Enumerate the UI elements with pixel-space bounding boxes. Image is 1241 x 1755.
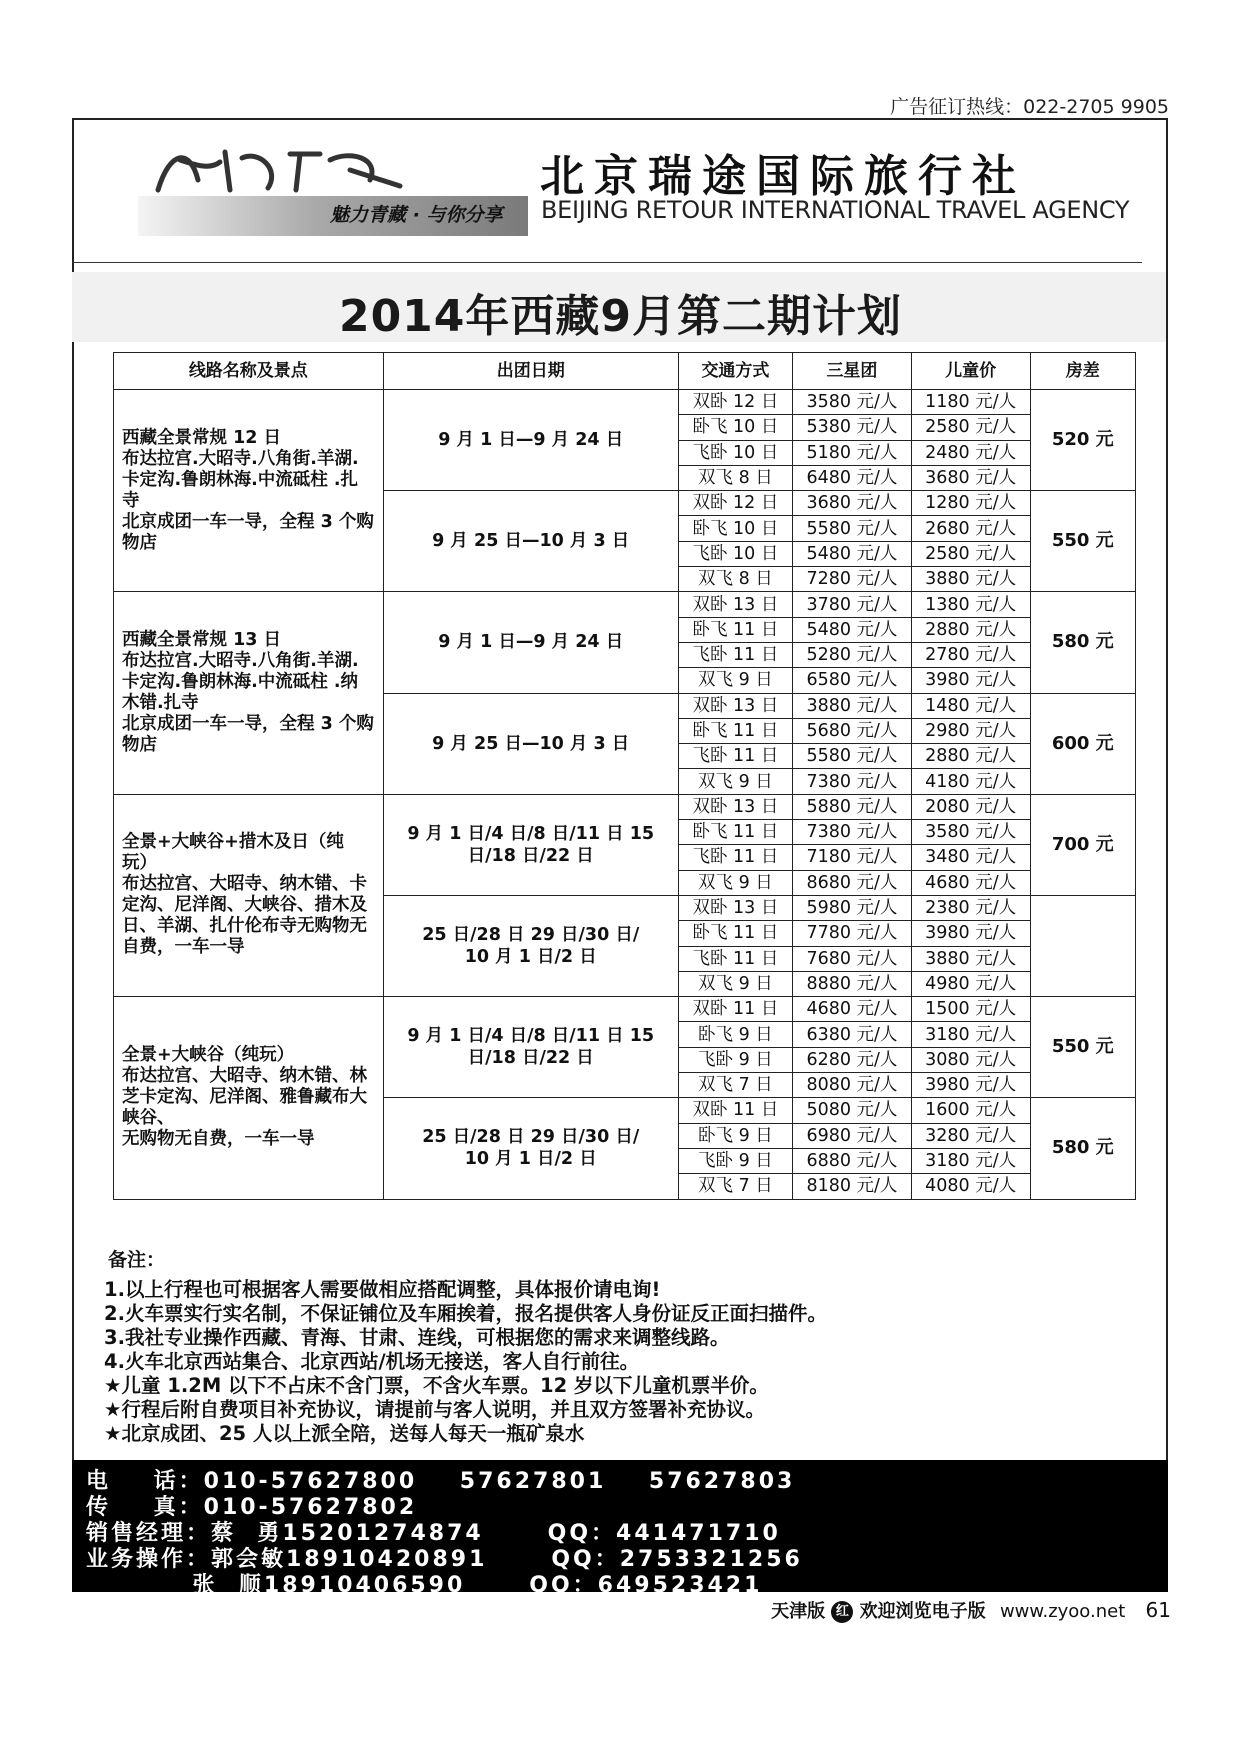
child-price-cell: 3980 元/人: [911, 1073, 1030, 1098]
page-title: 2014年西藏9月第二期计划: [338, 291, 903, 342]
child-price-cell: 4680 元/人: [911, 870, 1030, 895]
welcome-text: 欢迎浏览电子版: [859, 1601, 986, 1622]
child-price-cell: 3980 元/人: [911, 921, 1030, 946]
departure-dates-cell: 9 月 1 日/4 日/8 日/11 日 15 日/18 日/22 日: [383, 997, 678, 1098]
table-row: [114, 794, 1136, 819]
route-name-cell: 西藏全景常规 13 日 布达拉宫.大昭寺.八角街.羊湖.卡定沟.鲁朗林海.中流砥柱 .纳木错.扎寺 北京成团一车一导，全程 3 个购物店: [114, 592, 384, 794]
room-diff-cell: 600 元: [1030, 693, 1135, 794]
header-room-diff: 房差: [1030, 353, 1135, 390]
transport-cell: 双飞 9 日: [678, 971, 792, 996]
transport-cell: 卧飞 11 日: [678, 718, 792, 743]
transport-cell: 双卧 13 日: [678, 693, 792, 718]
route-name-cell: 西藏全景常规 12 日 布达拉宫.大昭寺.八角街.羊湖.卡定沟.鲁朗林海.中流砥柱 .扎寺 北京成团一车一导，全程 3 个购物店: [114, 390, 384, 592]
child-price-cell: 1500 元/人: [911, 997, 1030, 1022]
three-star-price-cell: 3880 元/人: [793, 693, 912, 718]
notes-list: [104, 1278, 827, 1446]
header-rule: [72, 262, 1142, 263]
logo-calligraphy: [150, 140, 410, 200]
transport-cell: 双卧 13 日: [678, 794, 792, 819]
note-item: ★行程后附自费项目补充协议，请提前与客人说明，并且双方签署补充协议。: [104, 1398, 765, 1421]
red-badge-icon: 红: [831, 1601, 853, 1623]
route-name-cell: 全景+大峡谷（纯玩） 布达拉宫、大昭寺、纳木错、林芝卡定沟、尼洋阁、雅鲁藏布大峡谷、 无购物无自费，一车一导: [114, 997, 384, 1199]
three-star-price-cell: 4680 元/人: [793, 997, 912, 1022]
header-three-star: 三星团: [793, 353, 912, 390]
note-item: ★儿童 1.2M 以下不占床不含门票，不含火车票。12 岁以下儿童机票半价。: [104, 1374, 769, 1397]
child-price-cell: 3480 元/人: [911, 845, 1030, 870]
child-price-cell: 1480 元/人: [911, 693, 1030, 718]
transport-cell: 飞卧 11 日: [678, 744, 792, 769]
transport-cell: 双卧 11 日: [678, 1098, 792, 1123]
transport-cell: 双飞 8 日: [678, 567, 792, 592]
child-price-cell: 3880 元/人: [911, 946, 1030, 971]
page-footer: [771, 1597, 1171, 1623]
room-diff-cell: 550 元: [1030, 997, 1135, 1098]
note-item: ★北京成团、25 人以上派全陪，送每人每天一瓶矿泉水: [104, 1422, 585, 1445]
transport-cell: 卧飞 10 日: [678, 516, 792, 541]
three-star-price-cell: 5380 元/人: [793, 415, 912, 440]
three-star-price-cell: 6980 元/人: [793, 1123, 912, 1148]
child-price-cell: 2980 元/人: [911, 718, 1030, 743]
page-number: 61: [1145, 1598, 1171, 1622]
child-price-cell: 3880 元/人: [911, 567, 1030, 592]
tour-plan-table: [113, 352, 1136, 1200]
hotline: 广告征订热线：022-2705 9905: [890, 96, 1169, 118]
child-price-cell: 4180 元/人: [911, 769, 1030, 794]
three-star-price-cell: 7680 元/人: [793, 946, 912, 971]
three-star-price-cell: 8080 元/人: [793, 1073, 912, 1098]
child-price-cell: 2380 元/人: [911, 895, 1030, 920]
transport-cell: 双飞 9 日: [678, 870, 792, 895]
three-star-price-cell: 7380 元/人: [793, 820, 912, 845]
website-url: www.zyoo.net: [999, 1601, 1126, 1622]
agency-name-cn: 北京瑞途国际旅行社: [540, 151, 1026, 202]
three-star-price-cell: 5280 元/人: [793, 642, 912, 667]
child-price-cell: 2480 元/人: [911, 440, 1030, 465]
transport-cell: 卧飞 9 日: [678, 1123, 792, 1148]
transport-cell: 双飞 8 日: [678, 465, 792, 490]
table-row: [114, 390, 1136, 415]
transport-cell: 双飞 9 日: [678, 769, 792, 794]
transport-cell: 卧飞 9 日: [678, 1022, 792, 1047]
header-child-price: 儿童价: [911, 353, 1030, 390]
child-price-cell: 2780 元/人: [911, 642, 1030, 667]
child-price-cell: 3980 元/人: [911, 668, 1030, 693]
departure-dates-cell: 25 日/28 日 29 日/30 日/ 10 月 1 日/2 日: [383, 1098, 678, 1199]
contact-phone: 电 话：010-57627800 57627801 57627803: [86, 1469, 796, 1494]
transport-cell: 卧飞 11 日: [678, 921, 792, 946]
departure-dates-cell: 9 月 1 日—9 月 24 日: [383, 390, 678, 491]
transport-cell: 双飞 7 日: [678, 1073, 792, 1098]
departure-dates-cell: 9 月 1 日—9 月 24 日: [383, 592, 678, 693]
three-star-price-cell: 6380 元/人: [793, 1022, 912, 1047]
note-item: 4.火车北京西站集合、北京西站/机场无接送，客人自行前往。: [104, 1350, 640, 1373]
child-price-cell: 3680 元/人: [911, 465, 1030, 490]
transport-cell: 双卧 13 日: [678, 592, 792, 617]
three-star-price-cell: 5580 元/人: [793, 744, 912, 769]
departure-dates-cell: 25 日/28 日 29 日/30 日/ 10 月 1 日/2 日: [383, 895, 678, 996]
room-diff-cell: 580 元: [1030, 592, 1135, 693]
transport-cell: 双卧 12 日: [678, 390, 792, 415]
departure-dates-cell: 9 月 1 日/4 日/8 日/11 日 15 日/18 日/22 日: [383, 794, 678, 895]
three-star-price-cell: 7280 元/人: [793, 567, 912, 592]
transport-cell: 双卧 13 日: [678, 895, 792, 920]
child-price-cell: 3080 元/人: [911, 1047, 1030, 1072]
three-star-price-cell: 7180 元/人: [793, 845, 912, 870]
room-diff-cell: [1030, 895, 1135, 996]
note-item: 1.以上行程也可根据客人需要做相应搭配调整，具体报价请电询!: [104, 1278, 661, 1301]
transport-cell: 卧飞 11 日: [678, 617, 792, 642]
note-item: 2.火车票实行实名制，不保证铺位及车厢挨着，报名提供客人身份证反正面扫描件。: [104, 1302, 827, 1325]
room-diff-cell: 580 元: [1030, 1098, 1135, 1199]
child-price-cell: 2680 元/人: [911, 516, 1030, 541]
three-star-price-cell: 6280 元/人: [793, 1047, 912, 1072]
child-price-cell: 3180 元/人: [911, 1022, 1030, 1047]
three-star-price-cell: 5680 元/人: [793, 718, 912, 743]
three-star-price-cell: 8880 元/人: [793, 971, 912, 996]
transport-cell: 双飞 9 日: [678, 668, 792, 693]
transport-cell: 双飞 7 日: [678, 1174, 792, 1199]
transport-cell: 飞卧 9 日: [678, 1047, 792, 1072]
three-star-price-cell: 5880 元/人: [793, 794, 912, 819]
transport-cell: 飞卧 11 日: [678, 642, 792, 667]
child-price-cell: 2880 元/人: [911, 617, 1030, 642]
three-star-price-cell: 8680 元/人: [793, 870, 912, 895]
room-diff-cell: 550 元: [1030, 491, 1135, 592]
transport-cell: 卧飞 10 日: [678, 415, 792, 440]
three-star-price-cell: 3580 元/人: [793, 390, 912, 415]
three-star-price-cell: 5480 元/人: [793, 541, 912, 566]
contact-operations: 业务操作：郭会敏18910420891 QQ：2753321256: [86, 1547, 803, 1572]
child-price-cell: 4080 元/人: [911, 1174, 1030, 1199]
three-star-price-cell: 7780 元/人: [793, 921, 912, 946]
three-star-price-cell: 8180 元/人: [793, 1174, 912, 1199]
header-route: 线路名称及景点: [114, 353, 384, 390]
three-star-price-cell: 3680 元/人: [793, 491, 912, 516]
transport-cell: 飞卧 11 日: [678, 946, 792, 971]
room-diff-cell: 700 元: [1030, 794, 1135, 895]
three-star-price-cell: 5080 元/人: [793, 1098, 912, 1123]
note-item: 3.我社专业操作西藏、青海、甘肃、连线，可根据您的需求来调整线路。: [104, 1326, 730, 1349]
child-price-cell: 2580 元/人: [911, 415, 1030, 440]
header-dates: 出团日期: [383, 353, 678, 390]
contact-sales-manager: 销售经理：蔡 勇15201274874 QQ：441471710: [86, 1521, 781, 1546]
table-row: [114, 592, 1136, 617]
child-price-cell: 3180 元/人: [911, 1148, 1030, 1173]
transport-cell: 卧飞 11 日: [678, 820, 792, 845]
departure-dates-cell: 9 月 25 日—10 月 3 日: [383, 693, 678, 794]
three-star-price-cell: 5580 元/人: [793, 516, 912, 541]
three-star-price-cell: 5480 元/人: [793, 617, 912, 642]
three-star-price-cell: 3780 元/人: [793, 592, 912, 617]
child-price-cell: 3580 元/人: [911, 820, 1030, 845]
child-price-cell: 1600 元/人: [911, 1098, 1030, 1123]
child-price-cell: 2580 元/人: [911, 541, 1030, 566]
child-price-cell: 2880 元/人: [911, 744, 1030, 769]
table-row: [114, 997, 1136, 1022]
room-diff-cell: 520 元: [1030, 390, 1135, 491]
child-price-cell: 3280 元/人: [911, 1123, 1030, 1148]
agency-name-en: BEIJING RETOUR INTERNATIONAL TRAVEL AGENCY: [541, 196, 1130, 224]
transport-cell: 飞卧 9 日: [678, 1148, 792, 1173]
header-transport: 交通方式: [678, 353, 792, 390]
child-price-cell: 1180 元/人: [911, 390, 1030, 415]
table-header-row: [114, 353, 1136, 390]
edition-label: 天津版: [771, 1601, 826, 1622]
transport-cell: 双卧 11 日: [678, 997, 792, 1022]
three-star-price-cell: 6480 元/人: [793, 465, 912, 490]
three-star-price-cell: 6580 元/人: [793, 668, 912, 693]
frame-top-rule: [72, 118, 1168, 120]
tagline: 魅力青藏 · 与你分享: [330, 204, 503, 226]
child-price-cell: 2080 元/人: [911, 794, 1030, 819]
three-star-price-cell: 6880 元/人: [793, 1148, 912, 1173]
transport-cell: 飞卧 10 日: [678, 541, 792, 566]
three-star-price-cell: 7380 元/人: [793, 769, 912, 794]
three-star-price-cell: 5980 元/人: [793, 895, 912, 920]
contact-fax: 传 真：010-57627802: [86, 1495, 418, 1520]
notes-title: 备注：: [108, 1249, 166, 1271]
route-name-cell: 全景+大峡谷+措木及日（纯玩） 布达拉宫、大昭寺、纳木错、卡定沟、尼洋阁、大峡谷、措木及日、羊湖、扎什伦布寺无购物无自费，一车一导: [114, 794, 384, 996]
transport-cell: 飞卧 10 日: [678, 440, 792, 465]
transport-cell: 飞卧 11 日: [678, 845, 792, 870]
child-price-cell: 1280 元/人: [911, 491, 1030, 516]
departure-dates-cell: 9 月 25 日—10 月 3 日: [383, 491, 678, 592]
transport-cell: 双卧 12 日: [678, 491, 792, 516]
three-star-price-cell: 5180 元/人: [793, 440, 912, 465]
contact-operations-2: 张 顺18910406590 QQ：649523421: [86, 1573, 763, 1598]
child-price-cell: 1380 元/人: [911, 592, 1030, 617]
child-price-cell: 4980 元/人: [911, 971, 1030, 996]
